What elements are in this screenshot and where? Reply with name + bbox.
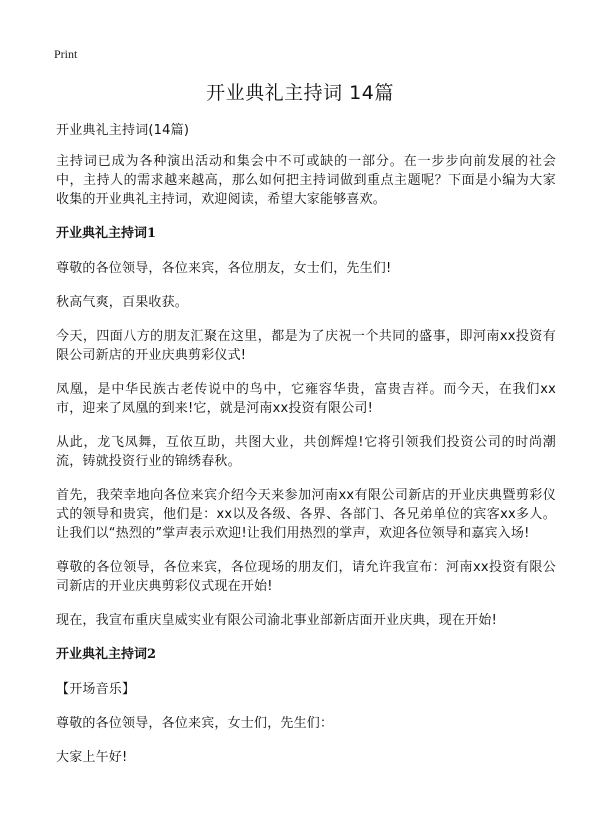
document-subtitle: 开业典礼主持词(14篇) (56, 123, 190, 138)
paragraph: 尊敬的各位领导，各位来宾，各位朋友，女士们，先生们! (56, 261, 392, 276)
paragraph: 秋高气爽，百果收获。 (56, 295, 189, 310)
paragraph: 首先，我荣幸地向各位来宾介绍今天来参加河南xx有限公司新店的开业庆典暨剪彩仪式的领导和贵宾，他们是：xx以及各级、各界、各部门、各兄弟单位的宾客xx多人。让我们以“热烈的”掌声表示欢迎!让我们用热烈的掌声，欢迎各位领导和嘉宾入场! (56, 488, 556, 541)
paragraph: 【开场音乐】 (56, 682, 136, 697)
paragraph: 尊敬的各位领导，各位来宾，各位现场的朋友们，请允许我宣布：河南xx投资有限公司新店的开业庆典剪彩仪式现在开始! (56, 560, 556, 594)
page-title: 开业典礼主持词 14篇 (206, 82, 394, 104)
section-heading: 开业典礼主持词1 (56, 226, 157, 241)
paragraph: 从此，龙飞凤舞，互依互助，共图大业，共创辉煌!它将引领我们投资公司的时尚潮流，铸就投资行业的锦绣春秋。 (56, 435, 556, 469)
section-heading: 开业典礼主持词2 (56, 647, 157, 662)
print-label: Print (54, 47, 78, 61)
paragraph: 大家上午好! (56, 750, 128, 765)
paragraph: 凤凰，是中华民族古老传说中的鸟中，它雍容华贵，富贵吉祥。而今天，在我们xx市，迎来了凤凰的到来!它，就是河南xx投资有限公司! (56, 382, 556, 416)
intro-paragraph: 主持词已成为各种演出活动和集会中不可或缺的一部分。在一步步向前发展的社会中，主持人的需求越来越高，那么如何把主持词做到重点主题呢？下面是小编为大家收集的开业典礼主持词，欢迎阅读，希望大家能够喜欢。 (56, 154, 556, 207)
paragraph: 尊敬的各位领导，各位来宾，女士们，先生们： (56, 716, 334, 731)
paragraph: 今天，四面八方的朋友汇聚在这里，都是为了庆祝一个共同的盛事，即河南xx投资有限公司新店的开业庆典剪彩仪式! (56, 329, 556, 363)
paragraph: 现在，我宣布重庆皇威实业有限公司渝北事业部新店面开业庆典，现在开始! (56, 613, 498, 628)
document-body (56, 121, 556, 782)
